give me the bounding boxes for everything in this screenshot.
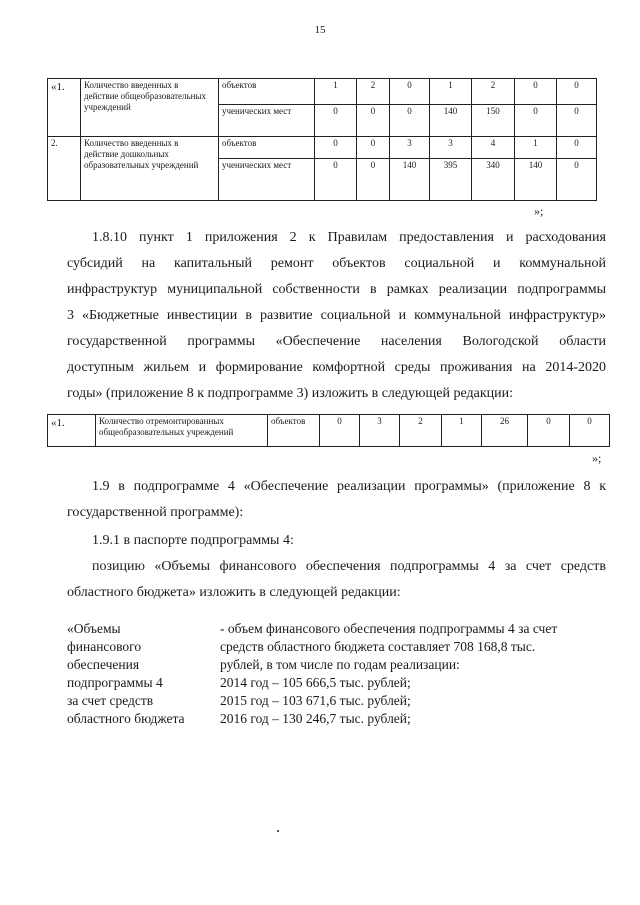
indicator-name: Количество отремонтированных общеобразовательных учреждений: [96, 415, 268, 447]
volumes-text: [220, 620, 615, 728]
paragraph-line: 3 «Бюджетные инвестиции в развитие социальной и коммунальной инфраструктур»: [67, 308, 606, 323]
volumes-label-line: «Объемы: [67, 621, 121, 636]
value-cell: 0: [515, 79, 557, 105]
volumes-text-line: 2015 год – 103 671,6 тыс. рублей;: [220, 693, 411, 708]
row-number: 2.: [48, 137, 81, 201]
unit-cell: ученических мест: [219, 105, 315, 137]
value-cell: 0: [357, 105, 390, 137]
indicators-table-2: [47, 414, 610, 447]
value-cell: 395: [430, 159, 472, 201]
page-number: 15: [314, 24, 326, 36]
table-1-closing-quote: »;: [534, 204, 544, 218]
volumes-label: [67, 620, 185, 728]
value-cell: 26: [482, 415, 528, 447]
volumes-label-line: финансового: [67, 639, 142, 654]
indicator-name: Количество введенных в действие дошкольных образовательных учреждений: [81, 137, 219, 201]
table-row: [48, 79, 597, 105]
volumes-text-line: 2014 год – 105 666,5 тыс. рублей;: [220, 675, 411, 690]
value-cell: 1: [315, 79, 357, 105]
value-cell: 0: [557, 159, 597, 201]
indicators-table-1: [47, 78, 597, 201]
value-cell: 0: [557, 105, 597, 137]
volumes-label-line: подпрограммы 4: [67, 675, 163, 690]
table-row: [48, 137, 597, 159]
paragraph-line: позицию «Объемы финансового обеспечения подпрограммы 4 за счет средств: [92, 559, 606, 574]
value-cell: 0: [357, 137, 390, 159]
unit-cell: объектов: [268, 415, 320, 447]
paragraph-line: 1.8.10 пункт 1 приложения 2 к Правилам предоставления и расходования: [92, 230, 606, 245]
value-cell: 0: [515, 105, 557, 137]
value-cell: 1: [515, 137, 557, 159]
indicator-name: Количество введенных в действие общеобразовательных учреждений: [81, 79, 219, 137]
unit-cell: объектов: [219, 79, 315, 105]
paragraph-1-9-1: 1.9.1 в паспорте подпрограммы 4:: [92, 533, 294, 548]
paragraph-line: годы» (приложение 8 к подпрограмме 3) изложить в следующей редакции:: [67, 386, 514, 401]
unit-cell: объектов: [219, 137, 315, 159]
value-cell: 1: [442, 415, 482, 447]
value-cell: 2: [400, 415, 442, 447]
scan-speck: [277, 830, 279, 832]
value-cell: 4: [472, 137, 515, 159]
value-cell: 2: [357, 79, 390, 105]
paragraph-line: 1.9 в подпрограмме 4 «Обеспечение реализации программы» (приложение 8 к: [92, 479, 606, 494]
unit-cell: ученических мест: [219, 159, 315, 201]
table-2-closing-quote: »;: [592, 451, 602, 465]
volumes-text-line: средств областного бюджета составляет 708 168,8 тыс.: [220, 639, 536, 654]
paragraph-line: доступным жильем и формирование комфортной среды проживания на 2014-2020: [67, 360, 606, 375]
value-cell: 140: [515, 159, 557, 201]
value-cell: 150: [472, 105, 515, 137]
value-cell: 0: [557, 137, 597, 159]
paragraph-line: областного бюджета» изложить в следующей редакции:: [67, 585, 401, 600]
value-cell: 0: [315, 159, 357, 201]
paragraph-line: инфраструктур муниципальной собственности в рамках реализации подпрограммы: [67, 282, 606, 297]
value-cell: 340: [472, 159, 515, 201]
volumes-label-line: обеспечения: [67, 657, 140, 672]
paragraph-line: государственной программы «Обеспечение населения Вологодской области: [67, 334, 606, 349]
volumes-text-line: 2016 год – 130 246,7 тыс. рублей;: [220, 711, 411, 726]
paragraph-line: государственной программе):: [67, 505, 244, 520]
volumes-text-line: рублей, в том числе по годам реализации:: [220, 657, 460, 672]
table-row: [48, 415, 610, 447]
value-cell: 3: [430, 137, 472, 159]
value-cell: 0: [390, 105, 430, 137]
paragraph-line: субсидий на капитальный ремонт объектов социальной и коммунальной: [67, 256, 606, 271]
value-cell: 3: [390, 137, 430, 159]
value-cell: 0: [390, 79, 430, 105]
value-cell: 0: [320, 415, 360, 447]
value-cell: 0: [570, 415, 610, 447]
value-cell: 0: [315, 137, 357, 159]
volumes-label-line: областного бюджета: [67, 711, 185, 726]
value-cell: 1: [430, 79, 472, 105]
value-cell: 140: [390, 159, 430, 201]
value-cell: 0: [557, 79, 597, 105]
value-cell: 3: [360, 415, 400, 447]
row-number: «1.: [48, 79, 81, 137]
value-cell: 140: [430, 105, 472, 137]
volumes-label-line: за счет средств: [67, 693, 154, 708]
value-cell: 0: [315, 105, 357, 137]
value-cell: 2: [472, 79, 515, 105]
value-cell: 0: [528, 415, 570, 447]
row-number: «1.: [48, 415, 96, 447]
value-cell: 0: [357, 159, 390, 201]
volumes-text-line: - объем финансового обеспечения подпрограммы 4 за счет: [220, 621, 558, 636]
